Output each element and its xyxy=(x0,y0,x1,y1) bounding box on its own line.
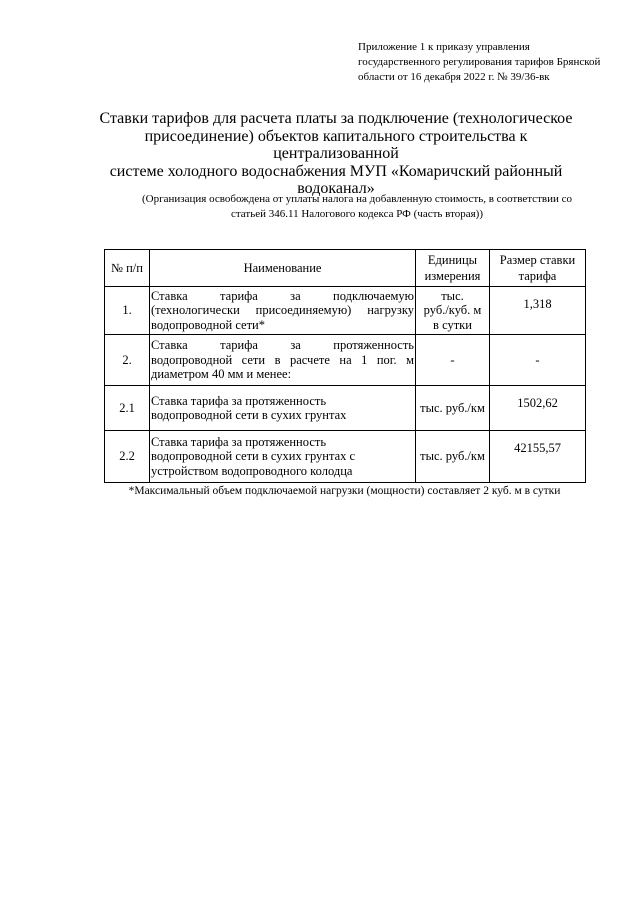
row-name: Ставка тарифа за подключаемую (технологически присоединяемую) нагрузку водопроводной сети* xyxy=(150,287,416,335)
tax-exemption-note xyxy=(112,192,602,222)
title-line: Ставки тарифов для расчета платы за подключение (технологическое xyxy=(99,110,573,127)
footnote: *Максимальный объем подключаемой нагрузки (мощности) составляет 2 куб. м в сутки xyxy=(128,485,561,497)
row-unit: - xyxy=(416,335,490,386)
header-unit: Единицы измерения xyxy=(416,250,490,287)
table-header-row xyxy=(105,250,586,287)
row-value: 1,318 xyxy=(490,287,586,335)
row-value: 1502,62 xyxy=(490,386,586,431)
row-name: Ставка тарифа за протяженность водопроводной сети в сухих грунтах с устройством водопроводного колодца xyxy=(150,431,416,483)
row-name: Ставка тарифа за протяженность водопроводной сети в расчете на 1 пог. м диаметром 40 мм и менее: xyxy=(150,335,416,386)
appendix-line: Приложение 1 к приказу управления xyxy=(358,41,530,53)
header-name: Наименование xyxy=(150,250,416,287)
document-title xyxy=(88,110,584,198)
row-num: 2.1 xyxy=(105,386,150,431)
header-num: № п/п xyxy=(105,250,150,287)
header-rate: Размер ставки тарифа xyxy=(490,250,586,287)
row-num: 2. xyxy=(105,335,150,386)
table-row xyxy=(105,287,586,335)
row-value: 42155,57 xyxy=(490,431,586,483)
table-row xyxy=(105,431,586,483)
tariff-table xyxy=(104,249,586,483)
title-line: системе холодного водоснабжения МУП «Комаричский районный xyxy=(109,162,563,180)
appendix-line: государственного регулирования тарифов Брянской xyxy=(358,56,601,68)
row-value: - xyxy=(490,335,586,386)
title-line: присоединение) объектов капитального строительства к централизованной xyxy=(144,127,528,162)
row-unit: тыс. руб./км xyxy=(416,431,490,483)
row-name: Ставка тарифа за протяженность водопроводной сети в сухих грунтах xyxy=(150,386,416,431)
row-num: 1. xyxy=(105,287,150,335)
row-num: 2.2 xyxy=(105,431,150,483)
appendix-line: области от 16 декабря 2022 г. № 39/36-вк xyxy=(358,71,550,83)
title-line: водоканал» xyxy=(297,180,375,197)
row-unit: тыс. руб./км xyxy=(416,386,490,431)
appendix-header xyxy=(358,40,634,85)
note-line: статьей 346.11 Налогового кодекса РФ (часть вторая)) xyxy=(230,208,484,220)
note-line: (Организация освобождена от уплаты налога на добавленную стоимость, в соответствии со xyxy=(142,193,572,205)
row-unit: тыс. руб./куб. м в сутки xyxy=(416,287,490,335)
table-row xyxy=(105,386,586,431)
table-row xyxy=(105,335,586,386)
